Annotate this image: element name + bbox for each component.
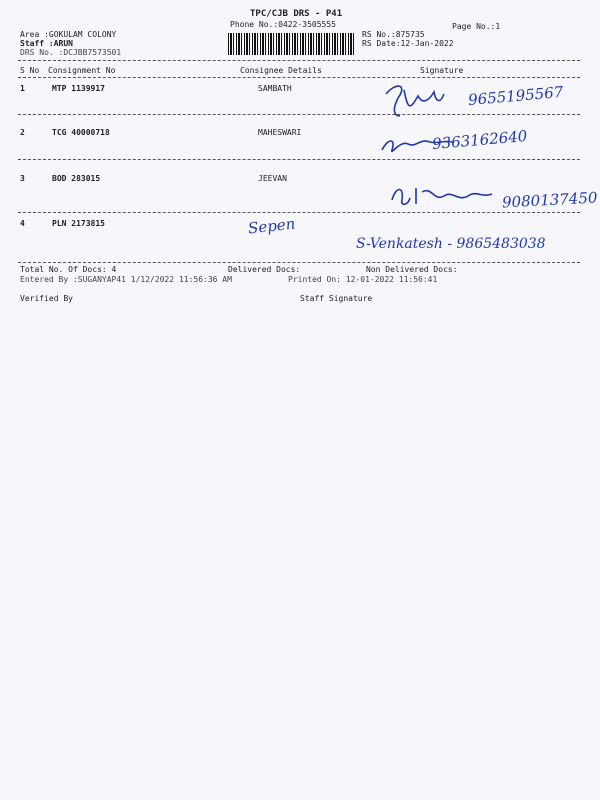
divider bbox=[18, 212, 580, 213]
divider bbox=[18, 60, 580, 61]
phone-number: Phone No.:0422-3505555 bbox=[230, 20, 336, 29]
document-title: TPC/CJB DRS - P41 bbox=[250, 9, 343, 19]
row-sno: 4 bbox=[20, 219, 25, 228]
divider bbox=[18, 262, 580, 263]
col-header-consignee: Consignee Details bbox=[240, 66, 322, 75]
handwritten-phone: 9655195567 bbox=[467, 82, 565, 110]
delivered-docs: Delivered Docs: bbox=[228, 265, 301, 274]
rs-date: RS Date:12-Jan-2022 bbox=[362, 39, 454, 48]
drs-number: DRS No. :DCJBB7573501 bbox=[20, 48, 122, 57]
row-consignment-no: MTP 1139917 bbox=[52, 84, 105, 93]
col-header-signature: Signature bbox=[420, 66, 464, 75]
handwritten-phone: 9080137450 bbox=[501, 188, 598, 212]
row-consignment-no: PLN 2173815 bbox=[52, 219, 105, 228]
total-docs: Total No. Of Docs: 4 bbox=[20, 265, 117, 274]
staff-label: Staff :ARUN bbox=[20, 39, 73, 48]
row-consignee: SAMBATH bbox=[258, 84, 292, 93]
row-consignee: JEEVAN bbox=[258, 174, 287, 183]
divider bbox=[18, 77, 580, 78]
entered-by: Entered By :SUGANYAP41 1/12/2022 11:56:36 AM bbox=[20, 275, 232, 284]
col-header-consignment: Consignment No bbox=[48, 66, 116, 75]
handwritten-signature bbox=[388, 180, 498, 210]
row-sno: 1 bbox=[20, 84, 25, 93]
handwritten-signature-text: S-Venkatesh - 9865483038 bbox=[356, 236, 546, 252]
handwritten-note: Sepen bbox=[247, 214, 297, 238]
verified-by: Verified By bbox=[20, 294, 73, 303]
area-label: Area :GOKULAM COLONY bbox=[20, 30, 117, 39]
row-consignment-no: TCG 40000718 bbox=[52, 128, 110, 137]
handwritten-phone: 9363162640 bbox=[431, 126, 529, 154]
col-header-sno: S No bbox=[20, 66, 40, 75]
printed-on: Printed On: 12-01-2022 11:56:41 bbox=[288, 275, 438, 284]
page-number: Page No.:1 bbox=[452, 22, 501, 31]
row-sno: 3 bbox=[20, 174, 25, 183]
rs-number: RS No.:875735 bbox=[362, 30, 425, 39]
non-delivered-docs: Non Delivered Docs: bbox=[366, 265, 458, 274]
row-consignee: MAHESWARI bbox=[258, 128, 302, 137]
barcode bbox=[228, 33, 354, 55]
row-sno: 2 bbox=[20, 128, 25, 137]
row-consignment-no: BOD 283015 bbox=[52, 174, 101, 183]
divider bbox=[18, 159, 580, 160]
staff-signature-label: Staff Signature bbox=[300, 294, 373, 303]
